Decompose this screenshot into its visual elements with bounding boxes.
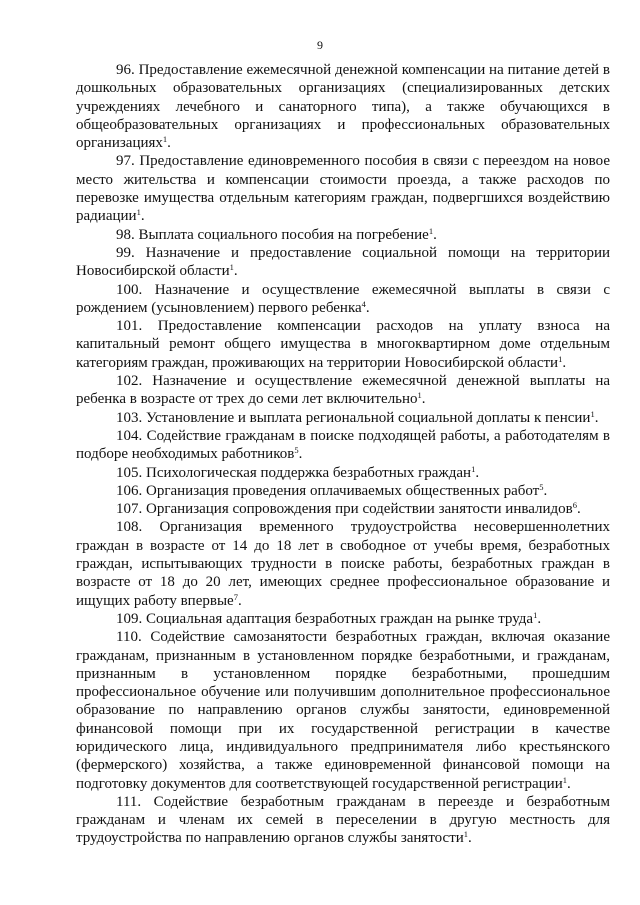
- list-item-text: 104. Содействие гражданам в поиске подходящей работы, а работодателям в подборе необходимых работников: [76, 427, 610, 463]
- list-item-end: .: [140, 208, 145, 225]
- list-item-text: 105. Психологическая поддержка безработных граждан: [116, 464, 472, 481]
- page-number: 9: [317, 38, 323, 52]
- list-item-text: 100. Назначение и осуществление ежемесячной выплаты в связи с рождением (усыновлением) первого ребенка: [76, 281, 610, 316]
- list-item-text: 102. Назначение и осуществление ежемесячной денежной выплаты на ребенка в возрасте от трех до семи лет включительно: [76, 373, 610, 408]
- list-item: [76, 610, 610, 628]
- footnote-ref: 1: [471, 463, 476, 474]
- list-item: [76, 226, 610, 244]
- list-item-end: .: [577, 501, 581, 518]
- footnote-ref: 4: [361, 298, 366, 309]
- list-item-end: .: [566, 775, 571, 792]
- list-item-end: .: [237, 592, 242, 609]
- list-item-end: .: [468, 830, 472, 847]
- list-item-text: 96. Предоставление ежемесячной денежной компенсации на питание детей в дошкольных образовательных организациях (специализированных детских учреждениях лечебного и санаторного типа), а также обучающихся в общеобразовательных организациях и профессиональных образовательных организациях: [76, 62, 610, 152]
- list-item-text: 107. Организация сопровождения при содействии занятости инвалидов: [116, 501, 573, 518]
- list-item: [76, 628, 610, 793]
- list-item: [76, 281, 610, 318]
- list-item-text: 106. Организация проведения оплачиваемых общественных работ: [116, 482, 540, 499]
- footnote-ref: 1: [533, 609, 538, 620]
- list-item-text: 98. Выплата социального пособия на погребение: [116, 226, 429, 243]
- list-item-text: 97. Предоставление единовременного пособия в связи с переездом на новое место жительства и компенсации стоимости проезда, а также расходов по перевозке имущества отдельным категориям граждан, подвергшихся воздействию радиации: [76, 153, 610, 225]
- list-item-end: .: [365, 299, 370, 316]
- list-item-end: .: [475, 464, 480, 481]
- list-item-end: .: [543, 482, 548, 499]
- list-item-text: 108. Организация временного трудоустройства несовершеннолетних граждан в возрасте от 14 до 18 лет в свободное от учебы время, безработных граждан, испытывающих трудности в поиске работы, безработных граждан в возрасте от 18 до 20 лет, имеющих среднее профессиональное образование и ищущих работу впервые: [76, 519, 610, 609]
- footnote-ref: 1: [562, 774, 567, 785]
- list-item-end: .: [537, 610, 542, 627]
- list-item-end: .: [433, 226, 437, 243]
- list-item: [76, 409, 610, 427]
- footnote-ref: 5: [294, 445, 299, 456]
- footnote-ref: 1: [428, 225, 434, 236]
- list-item: [76, 464, 610, 482]
- footnote-ref: 1: [229, 262, 234, 273]
- list-item: [76, 427, 610, 464]
- footnote-ref: 1: [463, 829, 469, 840]
- list-item-end: .: [298, 446, 303, 463]
- list-item-end: .: [562, 354, 567, 371]
- list-item: [76, 244, 610, 281]
- list-item: [76, 61, 610, 152]
- list-item: [76, 518, 610, 609]
- footnote-ref: 1: [162, 134, 168, 145]
- document-body: [76, 61, 610, 848]
- footnote-ref: 5: [539, 481, 544, 492]
- footnote-ref: 1: [558, 353, 563, 364]
- list-item: [76, 152, 610, 225]
- list-item-text: 99. Назначение и предоставление социальной помощи на территории Новосибирской области: [76, 244, 610, 280]
- list-item: [76, 500, 610, 518]
- list-item-end: .: [421, 391, 426, 408]
- list-item: [76, 372, 610, 409]
- list-item-text: 101. Предоставление компенсации расходов на уплату взноса на капитальный ремонт общего имущества в многоквартирном доме отдельным категориям граждан, проживающих на территории Новосибирской области: [76, 318, 610, 371]
- list-item: [76, 317, 610, 372]
- list-item-text: 111. Содействие безработным гражданам в переезде и безработным гражданам и членам их семей в переселении в другую местность для трудоустройства по направлению органов службы занятости: [76, 793, 610, 847]
- footnote-ref: 6: [572, 500, 578, 511]
- list-item-end: .: [233, 263, 238, 280]
- footnote-ref: 1: [417, 390, 422, 401]
- footnote-ref: 1: [590, 408, 595, 419]
- footnote-ref: 7: [233, 591, 238, 602]
- list-item: [76, 482, 610, 500]
- list-item-text: 109. Социальная адаптация безработных граждан на рынке труда: [116, 610, 534, 627]
- list-item-end: .: [167, 135, 171, 152]
- list-item: [76, 793, 610, 848]
- list-item-text: 110. Содействие самозанятости безработных граждан, включая оказание гражданам, признанным в установленном порядке безработными, и гражданам, признанным в установленном порядке безработными, прошедшим профессиональное обучение или получившим дополнительное профессиональное образование по направлению органов службы занятости, единовременной финансовой помощи при их государственной регистрации в качестве юридического лица, индивидуального предпринимателя либо крестьянского (фермерского) хозяйства, а также единовременной финансовой помощи на подготовку документов для соответствующей государственной регистрации: [76, 629, 610, 792]
- list-item-end: .: [594, 409, 599, 426]
- footnote-ref: 1: [136, 207, 141, 218]
- list-item-text: 103. Установление и выплата региональной социальной доплаты к пенсии: [116, 409, 591, 426]
